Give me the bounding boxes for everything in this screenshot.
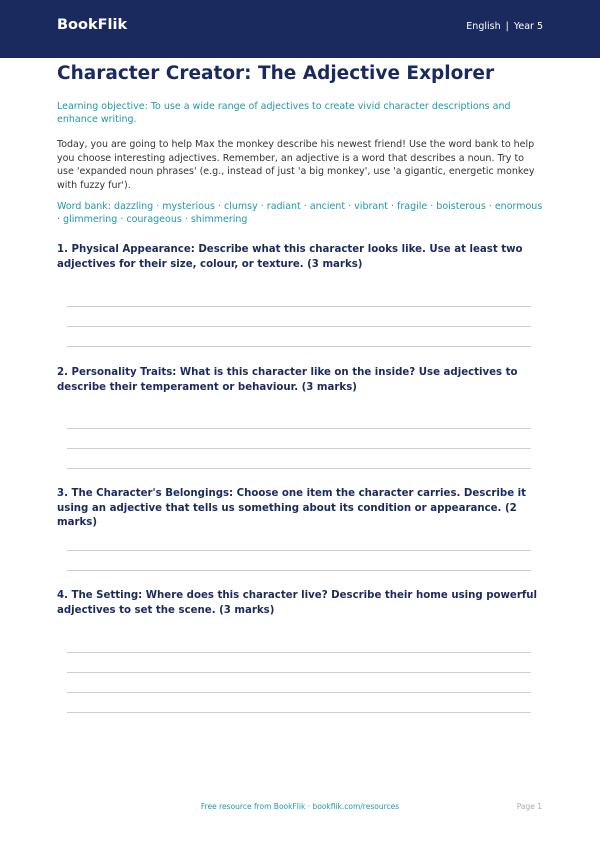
word-bank: Word bank: dazzling · mysterious · clumsy · radiant · ancient · vibrant · fragile · boisterous · enormous · glimmering · courageous · shimmering [57,201,543,225]
answer-line-1-3[interactable] [67,346,531,347]
brand-logo[interactable]: BookFlik [57,17,128,33]
learning-objective: Learning objective: To use a wide range of adjectives to create vivid character descriptions and enhance writing. [57,101,511,125]
answer-line-2-1[interactable] [67,428,531,429]
answer-line-1-2[interactable] [67,326,531,327]
answer-line-4-3[interactable] [67,692,531,693]
answer-line-2-3[interactable] [67,468,531,469]
footer-credit[interactable]: Free resource from BookFlik · bookflik.com/resources [200,802,400,811]
answer-line-3-1[interactable] [67,550,531,551]
answer-line-4-2[interactable] [67,672,531,673]
question-4: 4. The Setting: Where does this character live? Describe their home using powerful adjectives to set the scene. (3 marks) [57,590,538,616]
subject-year [466,21,543,32]
question-2: 2. Personality Traits: What is this character like on the inside? Use adjectives to describe their temperament or behaviour. (3 marks) [57,367,518,393]
subject-label: English [466,20,501,32]
page-number: Page 1 [516,802,542,811]
year-label: Year 5 [513,20,543,32]
answer-line-2-2[interactable] [67,448,531,449]
subject-separator: | [505,20,509,32]
question-1: 1. Physical Appearance: Describe what this character looks like. Use at least two adjectives for their size, colour, or texture. (3 marks) [57,244,523,270]
answer-line-3-2[interactable] [67,570,531,571]
answer-line-1-1[interactable] [67,306,531,307]
intro-text: Today, you are going to help Max the monkey describe his newest friend! Use the word bank to help you choose interesting adjectives. Remember, an adjective is a word that describes a noun. Try to use 'expanded noun phrases' (e.g., instead of just 'a big monkey', use 'a gigantic, energetic monkey with fuzzy fur'). [57,139,535,191]
question-3: 3. The Character's Belongings: Choose one item the character carries. Describe it using an adjective that tells us something about its condition or appearance. (2 marks) [57,488,527,528]
page-title: Character Creator: The Adjective Explorer [57,63,495,84]
answer-line-4-1[interactable] [67,652,531,653]
header-bar [0,0,600,58]
answer-line-4-4[interactable] [67,712,531,713]
